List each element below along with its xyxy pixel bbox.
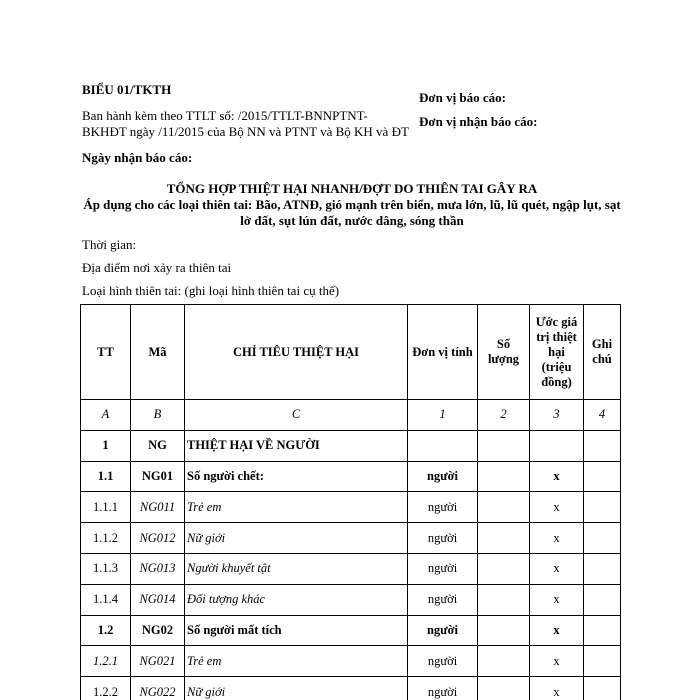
- row-code: NG014: [131, 584, 185, 615]
- row-estimate: x: [530, 677, 584, 700]
- row-note: [584, 430, 621, 461]
- column-letter: A: [81, 400, 131, 431]
- report-title: TỔNG HỢP THIỆT HẠI NHANH/ĐỢT DO THIÊN TAI GÂY RA: [166, 181, 538, 196]
- row-estimate: x: [530, 615, 584, 646]
- row-indicator: Trẻ em: [185, 646, 408, 677]
- row-quantity: [478, 461, 530, 492]
- row-indicator: Số người chết:: [185, 461, 408, 492]
- row-tt: 1.2.1: [81, 646, 131, 677]
- row-indicator: Đối tượng khác: [185, 584, 408, 615]
- row-indicator: Nữ giới: [185, 677, 408, 700]
- row-indicator: Nữ giới: [185, 523, 408, 554]
- column-letters-row: [81, 400, 621, 431]
- table-row: [81, 430, 621, 461]
- row-indicator: Trẻ em: [185, 492, 408, 523]
- row-code: NG013: [131, 553, 185, 584]
- row-code: NG02: [131, 615, 185, 646]
- row-estimate: x: [530, 523, 584, 554]
- received-date-label: Ngày nhận báo cáo:: [82, 150, 193, 165]
- row-code: NG012: [131, 523, 185, 554]
- issued-with-text: Ban hành kèm theo TTLT số: /2015/TTLT-BNNPTNT-BKHĐT ngày /11/2015 của Bộ NN và PTNT và Bộ KH và ĐT: [82, 108, 409, 139]
- row-note: [584, 646, 621, 677]
- table-row: [81, 646, 621, 677]
- row-tt: 1.1.1: [81, 492, 131, 523]
- row-unit: người: [408, 461, 478, 492]
- col-header-code: Mã: [131, 305, 185, 400]
- row-note: [584, 584, 621, 615]
- row-quantity: [478, 523, 530, 554]
- report-titles: [82, 181, 622, 229]
- row-estimate: x: [530, 646, 584, 677]
- col-header-indicator: CHỈ TIÊU THIỆT HẠI: [185, 305, 408, 400]
- row-note: [584, 523, 621, 554]
- row-quantity: [478, 430, 530, 461]
- col-header-estimate: Ước giá trị thiệt hại (triệu đồng): [530, 305, 584, 400]
- damage-table: [80, 304, 621, 700]
- disaster-type-label: Loại hình thiên tai: (ghi loại hình thiên tai cụ thể): [82, 283, 340, 298]
- row-indicator: Người khuyết tật: [185, 553, 408, 584]
- table-row: [81, 553, 621, 584]
- column-letter: 4: [584, 400, 621, 431]
- row-estimate: x: [530, 584, 584, 615]
- row-estimate: x: [530, 553, 584, 584]
- reporting-unit-label: Đơn vị báo cáo:: [419, 90, 507, 105]
- row-note: [584, 677, 621, 700]
- table-row: [81, 584, 621, 615]
- row-code: NG021: [131, 646, 185, 677]
- row-quantity: [478, 646, 530, 677]
- row-tt: 1.1.2: [81, 523, 131, 554]
- column-letter: B: [131, 400, 185, 431]
- table-row: [81, 492, 621, 523]
- col-header-quantity: Số lượng: [478, 305, 530, 400]
- row-unit: người: [408, 553, 478, 584]
- form-code: BIỂU 01/TKTH: [82, 82, 172, 97]
- row-note: [584, 492, 621, 523]
- row-tt: 1.1.4: [81, 584, 131, 615]
- row-quantity: [478, 677, 530, 700]
- row-unit: người: [408, 677, 478, 700]
- col-header-tt: TT: [81, 305, 131, 400]
- location-label: Địa điểm nơi xảy ra thiên tai: [82, 260, 232, 275]
- row-unit: người: [408, 646, 478, 677]
- row-unit: người: [408, 523, 478, 554]
- row-note: [584, 615, 621, 646]
- row-note: [584, 461, 621, 492]
- report-info: [82, 237, 622, 306]
- table-row: [81, 677, 621, 700]
- header-left: [82, 82, 412, 166]
- row-unit: [408, 430, 478, 461]
- row-estimate: x: [530, 492, 584, 523]
- row-estimate: x: [530, 461, 584, 492]
- table-row: [81, 461, 621, 492]
- column-letter: 2: [478, 400, 530, 431]
- header-right: [419, 90, 629, 138]
- col-header-note: Ghi chú: [584, 305, 621, 400]
- report-subtitle: Áp dụng cho các loại thiên tai: Bão, ATNĐ, gió mạnh trên biển, mưa lớn, lũ, lũ quét, ngập lụt, sạt lở đất, sụt lún đất, nước dâng, sóng thần: [83, 197, 621, 228]
- column-letter: 3: [530, 400, 584, 431]
- column-letter: 1: [408, 400, 478, 431]
- row-quantity: [478, 584, 530, 615]
- row-unit: người: [408, 615, 478, 646]
- row-quantity: [478, 615, 530, 646]
- row-indicator: Số người mất tích: [185, 615, 408, 646]
- row-note: [584, 553, 621, 584]
- table-row: [81, 615, 621, 646]
- table-header-row: [81, 305, 621, 400]
- row-unit: người: [408, 584, 478, 615]
- column-letter: C: [185, 400, 408, 431]
- row-quantity: [478, 553, 530, 584]
- row-tt: 1.1: [81, 461, 131, 492]
- row-code: NG01: [131, 461, 185, 492]
- row-tt: 1.1.3: [81, 553, 131, 584]
- row-estimate: [530, 430, 584, 461]
- receiving-unit-label: Đơn vị nhận báo cáo:: [419, 114, 538, 129]
- row-tt: 1.2: [81, 615, 131, 646]
- row-code: NG011: [131, 492, 185, 523]
- row-tt: 1.2.2: [81, 677, 131, 700]
- row-tt: 1: [81, 430, 131, 461]
- row-indicator: THIỆT HẠI VỀ NGƯỜI: [185, 430, 408, 461]
- time-label: Thời gian:: [82, 237, 137, 252]
- row-quantity: [478, 492, 530, 523]
- row-code: NG: [131, 430, 185, 461]
- col-header-unit: Đơn vị tính: [408, 305, 478, 400]
- row-code: NG022: [131, 677, 185, 700]
- table-row: [81, 523, 621, 554]
- row-unit: người: [408, 492, 478, 523]
